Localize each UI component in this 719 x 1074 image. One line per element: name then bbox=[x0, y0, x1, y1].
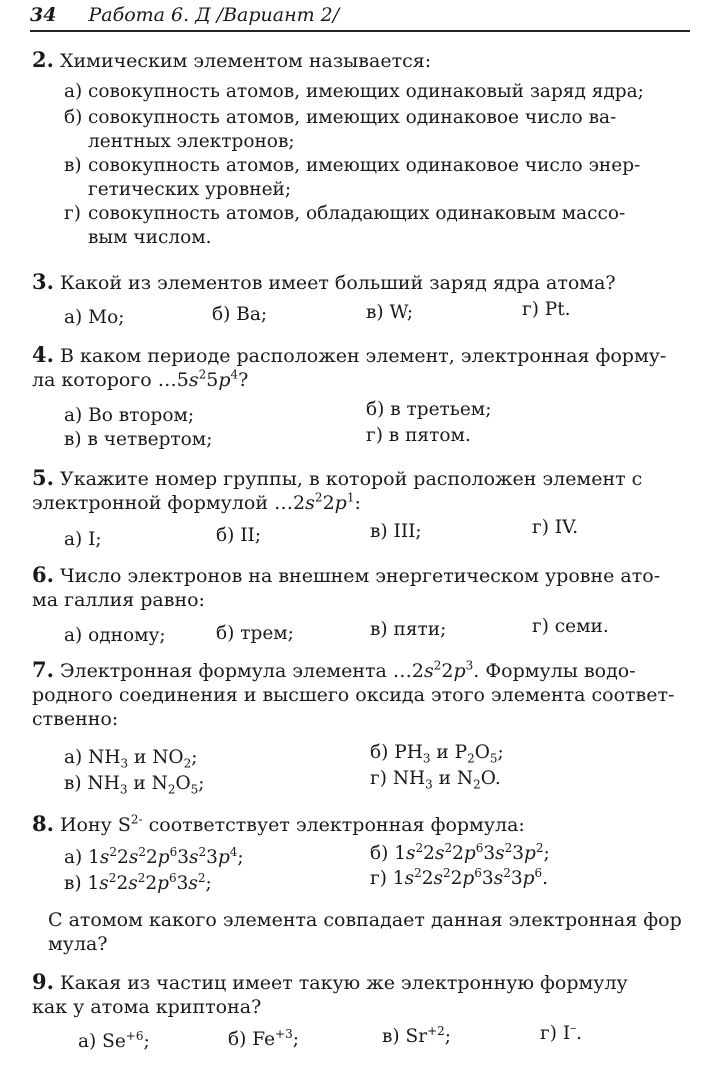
question-7: 7. Электронная формула элемента $\dots 2s^22p^3$. Формулы водо- родного соединения и высшего оксида этого элемента соответ- ственно: bbox=[32, 657, 675, 730]
q8-option-b: б) $1s^22s^22p^63s^23p^2$; bbox=[370, 840, 550, 864]
q3-option-b: б) Ba; bbox=[212, 304, 268, 325]
q8-followup: С атомом какого элемента совпадает данная электронная фор мула? bbox=[48, 909, 682, 955]
q8-option-c: в) $1s^22s^22p^63s^2$; bbox=[64, 870, 212, 894]
q8-option-d: г) $1s^22s^22p^63s^23p^6$. bbox=[370, 865, 548, 889]
q9-option-b: б) $Fe^{+3}$; bbox=[228, 1026, 299, 1050]
q6-option-b: б) трем; bbox=[216, 623, 294, 644]
q7-option-b: б) $PH_3$ и $P_2O_5$; bbox=[370, 742, 504, 766]
q2-option-a: а) совокупность атомов, имеющих одинаковый заряд ядра; bbox=[64, 81, 644, 102]
page-header bbox=[30, 4, 339, 26]
question-text: Какой из элементов имеет больший заряд ядра атома? bbox=[59, 272, 616, 294]
q5-option-a: а) I; bbox=[64, 529, 102, 550]
q8-option-a: а) $1s^22s^22p^63s^23p^4$; bbox=[64, 844, 244, 868]
question-8: 8. Иону $S^{2-}$ соответствует электронная формула: bbox=[32, 811, 525, 836]
q9-option-a: а) $Se^{+6}$; bbox=[78, 1028, 150, 1052]
q4-option-d: г) в пятом. bbox=[366, 425, 471, 446]
q4-option-a: а) Во втором; bbox=[64, 405, 195, 426]
q5-option-b: б) II; bbox=[216, 525, 262, 546]
q3-option-a: а) Mo; bbox=[64, 307, 125, 328]
question-9: 9. Какая из частиц имеет такую же электронную формулу как у атома криптона? bbox=[32, 969, 628, 1018]
question-3: 3. Какой из элементов имеет больший заряд ядра атома? bbox=[32, 269, 616, 294]
question-2 bbox=[32, 48, 708, 73]
question-text: Химическим элементом называется: bbox=[59, 50, 432, 72]
question-number: 2. bbox=[32, 47, 54, 72]
q9-option-d: г) I–. bbox=[540, 1020, 583, 1044]
q7-option-d: г) $NH_3$ и $N_2O$. bbox=[370, 768, 501, 792]
q3-option-d: г) Pt. bbox=[522, 299, 571, 320]
question-6: 6. Число электронов на внешнем энергетическом уровне ато- ма галлия равно: bbox=[32, 562, 661, 611]
q9-option-c: в) $Sr^{+2}$; bbox=[382, 1023, 451, 1047]
q7-option-a: а) $NH_3$ и $NO_2$; bbox=[64, 747, 198, 771]
question-4: 4. В каком периоде расположен элемент, электронная форму- ла которого $\dots 5s^25p^4$? bbox=[32, 342, 667, 391]
page-title: Работа 6. Д /Вариант 2/ bbox=[88, 4, 340, 26]
q6-option-d: г) семи. bbox=[532, 616, 609, 637]
q7-option-c: в) $NH_3$ и $N_2O_5$; bbox=[64, 773, 205, 797]
q5-option-c: в) III; bbox=[370, 521, 422, 542]
question-5: 5. Укажите номер группы, в которой расположен элемент с электронной формулой $\dots 2s^22p^1$: bbox=[32, 465, 643, 514]
q4-option-c: в) в четвертом; bbox=[64, 429, 213, 450]
q6-option-c: в) пяти; bbox=[370, 619, 447, 640]
header-divider bbox=[30, 30, 690, 32]
q6-option-a: а) одному; bbox=[64, 625, 166, 646]
q2-option-c: в) совокупность атомов, имеющих одинаковое число энер- гетических уровней; bbox=[64, 155, 641, 200]
q4-option-b: б) в третьем; bbox=[366, 399, 492, 420]
page-number: 34 bbox=[30, 4, 57, 26]
q2-option-b: б) совокупность атомов, имеющих одинаковое число ва- лентных электронов; bbox=[64, 107, 617, 152]
q2-option-d: г) совокупность атомов, обладающих одинаковым массо- вым числом. bbox=[64, 203, 626, 248]
q3-option-c: в) W; bbox=[366, 302, 414, 323]
q5-option-d: г) IV. bbox=[532, 517, 579, 538]
